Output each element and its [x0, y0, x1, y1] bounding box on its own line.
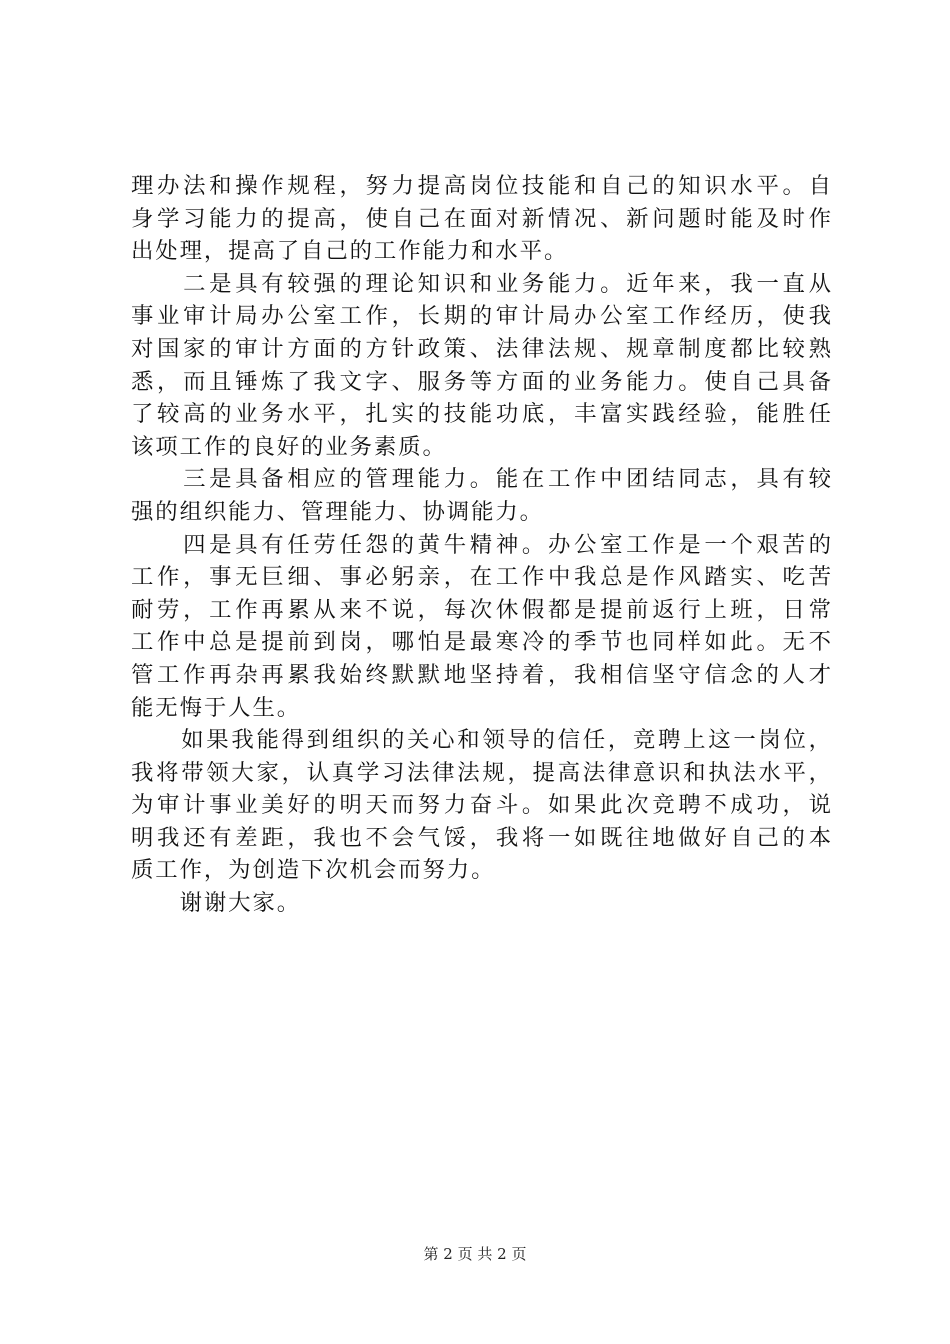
text-line: 悉，而且锤炼了我文字、服务等方面的业务能力。使自己具备	[131, 368, 831, 395]
text-line: 工作中总是提前到岗，哪怕是最寒冷的季节也同样如此。无不	[131, 629, 831, 656]
text-line: 事业审计局办公室工作，长期的审计局办公室工作经历，使我	[131, 303, 831, 330]
text-line: 出处理，提高了自己的工作能力和水平。	[131, 238, 569, 265]
text-line: 我将带领大家，认真学习法律法规，提高法律意识和执法水平，	[131, 759, 831, 786]
text-line: 四是具有任劳任怨的黄牛精神。办公室工作是一个艰苦的	[131, 531, 831, 558]
page-footer: 第 2 页 共 2 页	[423, 1245, 527, 1263]
text-line: 了较高的业务水平，扎实的技能功底，丰富实践经验，能胜任	[131, 401, 831, 428]
text-line: 能无悔于人生。	[131, 694, 302, 721]
text-line: 三是具备相应的管理能力。能在工作中团结同志，具有较	[131, 466, 831, 493]
text-line: 对国家的审计方面的方针政策、法律法规、规章制度都比较熟	[131, 335, 831, 362]
text-line: 强的组织能力、管理能力、协调能力。	[131, 498, 544, 525]
text-line: 如果我能得到组织的关心和领导的信任，竞聘上这一岗位，	[131, 727, 831, 754]
text-line: 谢谢大家。	[131, 890, 302, 917]
text-line: 明我还有差距，我也不会气馁，我将一如既往地做好自己的本	[131, 824, 831, 851]
text-line: 质工作，为创造下次机会而努力。	[131, 857, 496, 884]
text-line: 工作，事无巨细、事必躬亲，在工作中我总是作风踏实、吃苦	[131, 564, 831, 591]
text-line: 耐劳，工作再累从来不说，每次休假都是提前返行上班，日常	[131, 596, 831, 623]
document-body	[131, 170, 831, 920]
text-line: 为审计事业美好的明天而努力奋斗。如果此次竞聘不成功，说	[131, 792, 831, 819]
text-line: 二是具有较强的理论知识和业务能力。近年来，我一直从	[131, 270, 831, 297]
text-line: 理办法和操作规程，努力提高岗位技能和自己的知识水平。自	[131, 173, 831, 199]
text-line: 身学习能力的提高，使自己在面对新情况、新问题时能及时作	[131, 205, 831, 232]
text-line: 该项工作的良好的业务素质。	[131, 433, 447, 460]
text-line: 管工作再杂再累我始终默默地坚持着，我相信坚守信念的人才	[131, 661, 831, 688]
